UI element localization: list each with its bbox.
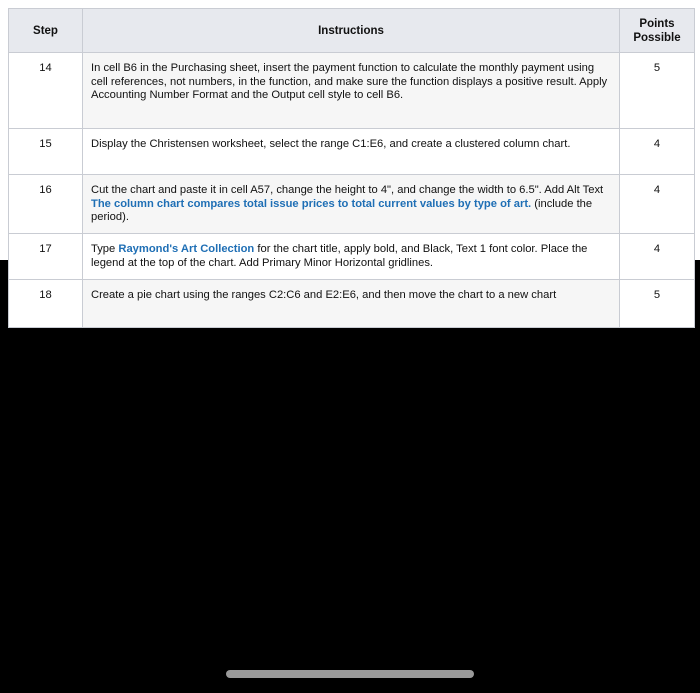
instruction-text-part: for the chart title, apply bold, and Black, Text 1 font color. Place the legend at the top of the chart. Add Primary Minor Horizontal gridlines. [91, 243, 588, 269]
instruction-text [83, 234, 620, 280]
points-value: 4 [620, 129, 695, 175]
header-instructions: Instructions [83, 9, 620, 53]
instruction-text-part: Display the Christensen worksheet, select the range C1:E6, and create a clustered column chart. [91, 138, 571, 150]
table-row [9, 234, 695, 280]
instruction-text [83, 175, 620, 234]
instruction-text-part: In cell B6 in the Purchasing sheet, insert the payment function to calculate the monthly payment using cell references, not numbers, in the function, and make sure the function displays a positive result. Apply Accounting Number Format and the Output cell style to cell B6. [91, 62, 608, 102]
table-row [9, 175, 695, 234]
instructions-table [8, 8, 695, 328]
header-step: Step [9, 9, 83, 53]
points-value: 4 [620, 234, 695, 280]
step-number: 15 [9, 129, 83, 175]
instruction-text [83, 53, 620, 129]
step-number: 17 [9, 234, 83, 280]
instructions-sheet [0, 0, 700, 301]
points-value: 5 [620, 280, 695, 328]
table-header-row [9, 9, 695, 53]
points-value: 5 [620, 53, 695, 129]
points-value: 4 [620, 175, 695, 234]
instruction-text-part: (include the period). [91, 197, 593, 224]
table-row [9, 129, 695, 175]
instruction-text [83, 129, 620, 175]
header-points-label: Points Possible [633, 17, 681, 44]
header-points-possible [620, 9, 695, 53]
table-row [9, 53, 695, 129]
step-number: 16 [9, 175, 83, 234]
step-number: 18 [9, 280, 83, 328]
instruction-text-part: Type [91, 243, 119, 255]
instruction-text-part: Create a pie chart using the ranges C2:C6 and E2:E6, and then move the chart to a new chart [91, 289, 557, 301]
step-number: 14 [9, 53, 83, 129]
alt-text-highlight: The column chart compares total issue prices to total current values by type of art. [91, 197, 532, 210]
table-row [9, 280, 695, 328]
home-indicator[interactable] [226, 670, 474, 678]
instruction-text [83, 280, 620, 328]
chart-title-highlight: Raymond's Art Collection [118, 243, 255, 255]
instruction-text-part: Cut the chart and paste it in cell A57, change the height to 4", and change the width to 6.5". Add Alt Text [91, 184, 604, 196]
